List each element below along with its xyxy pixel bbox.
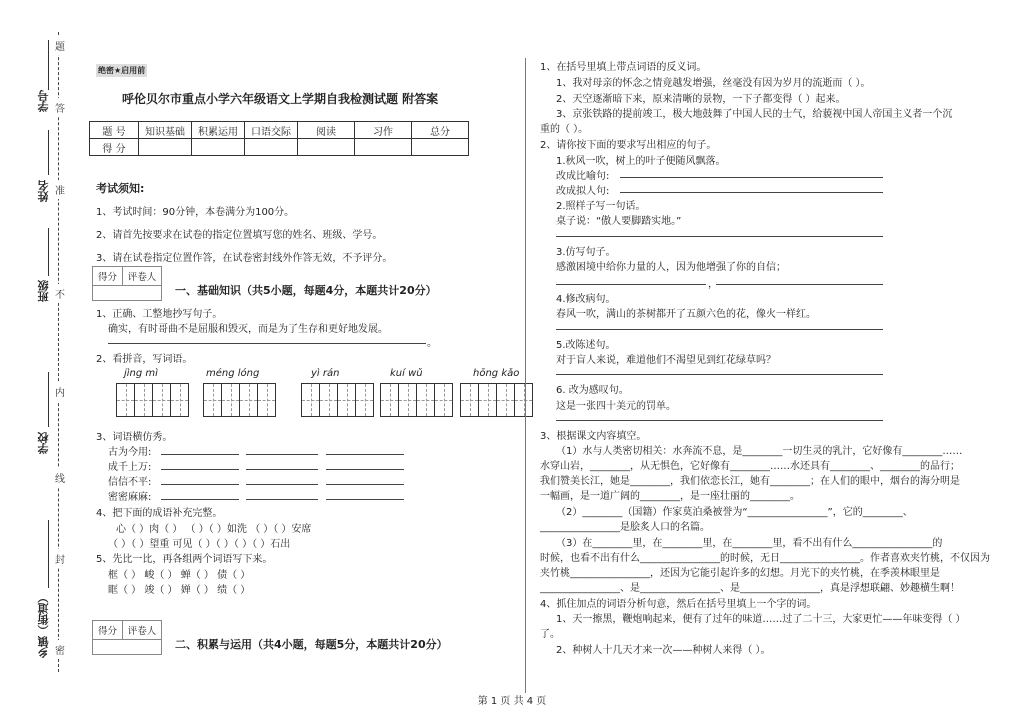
section2-title: 二、积累与运用（共4小题，每题5分，本题共计20分） (175, 638, 448, 651)
writing-grid[interactable] (116, 383, 189, 417)
score-table-header: 积累运用 (192, 122, 245, 139)
answer-line[interactable] (161, 499, 239, 500)
question-item: 1.秋风一吹，树上的叶子便随风飘落。 (556, 156, 726, 167)
class-line (48, 228, 49, 276)
answer-line[interactable] (716, 284, 883, 285)
answer-line[interactable] (246, 484, 318, 485)
idiom-row[interactable]: 心（ ）肉（ ） （ ）（ ）如洗 （ ）（ ）安席 (116, 524, 312, 535)
question: 5、先比一比，再各组两个词语写下来。 (96, 554, 273, 565)
scorebox-score-label: 得分 (93, 267, 123, 285)
seal-char: 答 (55, 98, 65, 117)
section1-title: 一、基础知识（共5小题，每题4分，本题共计20分） (175, 284, 437, 297)
school-line (48, 372, 49, 427)
student-id-line (48, 40, 49, 90)
school-label: 学校 (37, 432, 50, 454)
answer-line[interactable] (326, 484, 404, 485)
fill-line[interactable]: 一幅画，是一道广阔的________，是一座壮丽的________。 (540, 491, 800, 502)
question: 2、请你按下面的要求写出相应的句子。 (540, 140, 717, 151)
scorebox-score-label: 得分 (93, 621, 123, 639)
seal-char: 不 (55, 284, 65, 303)
question-item: 这是一张四十美元的罚单。 (556, 401, 676, 412)
seal-char: 题 (55, 36, 65, 55)
score-table-header: 阅读 (298, 122, 355, 139)
question-item: 了。 (540, 629, 560, 640)
student-id-label: 学号 (37, 90, 50, 112)
exam-title: 呼伦贝尔市重点小学六年级语文上学期自我检测试题 附答案 (122, 92, 439, 106)
section-scorebox (92, 266, 162, 301)
fill-line[interactable]: 夹竹桃________________，还因为它能引起许多的幻想。月光下的夹竹桃，在季羡林眼里是 (540, 568, 940, 579)
question: 2、看拼音，写词语。 (96, 354, 193, 365)
question: 3、词语横仿秀。 (96, 432, 173, 443)
question-item: 桌子说：“傲人要脚踏实地。” (556, 216, 682, 227)
fill-line[interactable]: 水穿山岩，________，从无惧色，它好像有________……水还具有________、________的品行； (540, 461, 960, 472)
fill-line[interactable]: （3）在________里，在________里，在________里，看不出有什么________________的 (556, 538, 943, 549)
question-item: 对于盲人来说，难道他们不渴望见到红花绿草吗？ (556, 355, 776, 366)
answer-line[interactable] (161, 484, 239, 485)
answer-line[interactable] (556, 284, 706, 285)
page-footer: 第 1 页 共 4 页 (477, 696, 547, 707)
notice-item: 1、考试时间：90分钟，本卷满分为100分。 (96, 207, 295, 218)
question: 1、正确、工整地抄写句子。 (96, 309, 223, 320)
answer-line[interactable] (556, 236, 883, 237)
question: 4、抓住加点的词语分析句意，然后在括号里填上一个字的词。 (540, 599, 817, 610)
name-line (48, 130, 49, 175)
score-table-header: 知识基础 (139, 122, 192, 139)
score-table-header: 口语交际 (245, 122, 298, 139)
seal-char: 内 (55, 382, 65, 401)
answer-line[interactable] (246, 454, 318, 455)
notice-heading: 考试须知: (96, 182, 145, 195)
question-item: 6. 改为感叹句。 (556, 385, 629, 396)
score-cell[interactable] (355, 139, 412, 156)
answer-line[interactable] (326, 454, 404, 455)
answer-line[interactable] (556, 420, 883, 421)
pinyin-label: kuí wǔ (390, 368, 423, 379)
score-table-header: 总分 (412, 122, 469, 139)
question-item: 重的（ ）。 (540, 124, 589, 135)
column-divider (525, 58, 526, 693)
town-label: 乡镇（街道） (37, 592, 50, 658)
pinyin-label: yì rán (311, 368, 340, 379)
score-cell[interactable] (192, 139, 245, 156)
fill-line[interactable]: ________________、是________________、是________________，真是浮想联翩、妙趣横生啊！ (540, 583, 960, 594)
secret-label: 绝密★启用前 (98, 66, 146, 75)
town-line (48, 520, 49, 588)
pinyin-label: jìng mì (124, 368, 158, 379)
question: 4、把下面的成语补充完整。 (96, 508, 223, 519)
idiom-label: 成千上万: (108, 462, 152, 473)
idiom-label: 密密麻麻: (108, 492, 152, 503)
answer-line[interactable] (108, 343, 426, 344)
question-item: 感激困境中给你力量的人，因为他增强了你的自信； (556, 262, 786, 273)
answer-end: 。 (427, 338, 437, 349)
idiom-row[interactable]: （ ）（ ）望重 可见（ ）（ ）（ ）（ ）石出 (108, 539, 291, 550)
answer-line[interactable] (556, 374, 883, 375)
score-cell[interactable] (139, 139, 192, 156)
writing-grid[interactable] (380, 383, 453, 417)
question-item: 4.修改病句。 (556, 294, 616, 305)
seal-line (58, 32, 59, 672)
score-cell[interactable] (245, 139, 298, 156)
notice-item: 2、请首先按要求在试卷的指定位置填写您的姓名、班级、学号。 (96, 230, 383, 241)
pinyin-label: hōng kǎo (473, 368, 520, 379)
answer-line[interactable] (620, 192, 883, 193)
fill-line[interactable]: ________________是脍炙人口的名篇。 (540, 522, 710, 533)
question-item: 2.照样子写一句话。 (556, 201, 646, 212)
section-scorebox (92, 620, 162, 655)
writing-grid[interactable] (203, 383, 276, 417)
compare-row[interactable]: 眶（ ） 竣（ ） 婵（ ） 绩（ ） (108, 585, 251, 596)
answer-line[interactable] (161, 454, 239, 455)
answer-line[interactable] (620, 177, 883, 178)
fill-line[interactable]: （2）________（国籍）作家莫泊桑被誉为“________________”，它的________、 (556, 507, 913, 518)
seal-char: 准 (55, 180, 65, 199)
notice-item: 3、请在试卷指定位置作答，在试卷密封线外作答无效，不予评分。 (96, 253, 393, 264)
idiom-label: 古为今用: (108, 447, 152, 458)
fill-line[interactable]: 时候，也看不出有什么________________的时候，无日________________。作者喜欢夹竹桃，不仅因为 (540, 553, 990, 564)
score-row-label: 得 分 (90, 139, 139, 156)
compare-row[interactable]: 框（ ） 峻（ ） 蝉（ ） 债（ ） (108, 570, 251, 581)
score-table-header: 题 号 (90, 122, 139, 139)
question: 1、在括号里填上带点词语的反义词。 (540, 62, 707, 73)
score-cell[interactable] (298, 139, 355, 156)
question-text: 确实，有时哥曲不是屈服和毁灭，而是为了生存和更好地发展。 (108, 324, 388, 335)
answer-line[interactable] (246, 499, 318, 500)
class-label: 班级 (37, 280, 50, 302)
idiom-label: 信信不平: (108, 477, 152, 488)
writing-grid[interactable] (301, 383, 374, 417)
answer-line[interactable] (246, 469, 318, 470)
score-cell[interactable] (412, 139, 469, 156)
comma: ， (708, 279, 718, 290)
answer-line[interactable] (326, 499, 404, 500)
scorebox-reviewer-label: 评卷人 (127, 272, 157, 283)
question-item: 3.仿写句子。 (556, 247, 616, 258)
scorebox-reviewer-label: 评卷人 (127, 626, 157, 637)
seal-char: 线 (55, 468, 65, 487)
fill-line[interactable]: （1）水与人类密切相关：水奔流不息，是________一切生灵的乳汁，它好像有________…… (556, 446, 963, 457)
answer-line[interactable] (326, 469, 404, 470)
score-table (89, 121, 469, 156)
question-item: 1、天一擦黑，鞭炮响起来，便有了过年的味道……过了二十三，大家更忙——年味变得（ ） (556, 614, 966, 625)
question-item: 5.改陈述句。 (556, 340, 616, 351)
pinyin-label: méng lóng (206, 368, 260, 379)
writing-grid[interactable] (460, 383, 533, 417)
question-item: 3、京张铁路的提前竣工，极大地鼓舞了中国人民的士气，给藐视中国人帝国主义者一个沉 (556, 109, 953, 120)
question-item: 2、天空逐渐暗下来，原来清晰的景物，一下子都变得（ ）起来。 (556, 94, 846, 105)
question-item: 改成比喻句: (556, 171, 610, 182)
name-label: 姓名 (37, 180, 50, 202)
seal-char: 密 (55, 640, 65, 659)
question-item: 改成拟人句: (556, 186, 610, 197)
answer-line[interactable] (556, 329, 883, 330)
fill-line[interactable]: 我们赞美长江，她是________，我们依恋长江，她有________；在人们的眼中，烟台的海分明是 (540, 476, 960, 487)
question-item: 1、我对母亲的怀念之情竟越发增强，丝毫没有因为岁月的流逝而（ ）。 (556, 78, 871, 89)
question: 3、根据课文内容填空。 (540, 431, 647, 442)
score-table-header: 习作 (355, 122, 412, 139)
seal-char: 封 (55, 549, 65, 568)
answer-line[interactable] (161, 469, 239, 470)
question-item: 2、种树人十几天才来一次——种树人来得（ ）。 (556, 645, 771, 656)
question-item: 春风一吹，满山的茶树都开了五颜六色的花，像火一样红。 (556, 309, 816, 320)
